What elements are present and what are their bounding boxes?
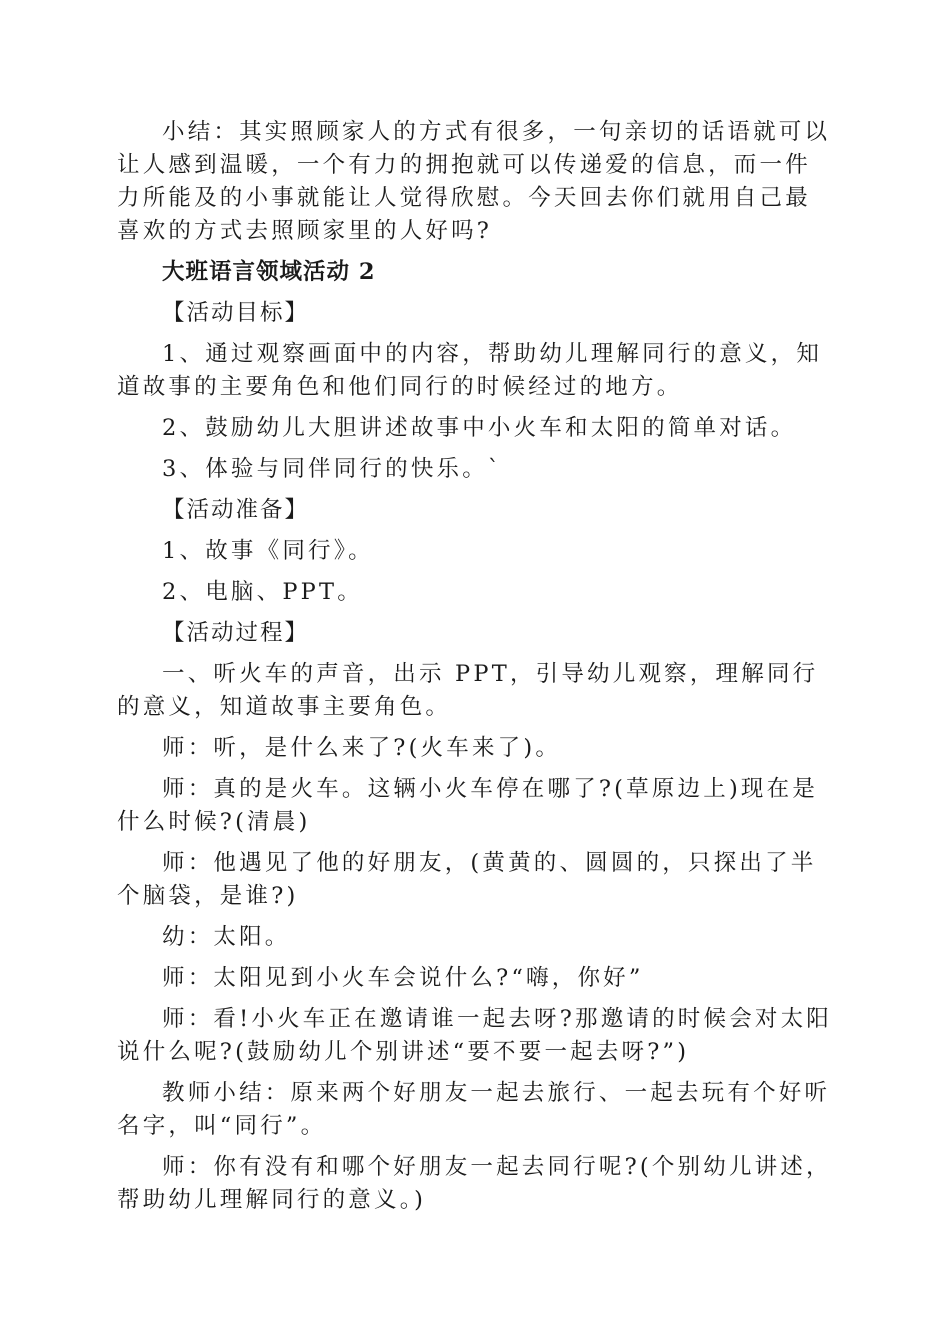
dialogue-line: 师：听，是什么来了?(火车来了)。 [162,735,562,761]
section-title: 大班语言领域活动 2 [162,259,376,285]
process-step-1: 一、听火车的声音，出示 PPT，引导幼儿观察，理解同行的意义，知道故事主要角色。 [117,661,819,720]
goal-item-3: 3、体验与同伴同行的快乐。` [162,456,503,482]
activity-goals-heading: 【活动目标】 [162,300,310,326]
dialogue-line: 师：真的是火车。这辆小火车停在哪了?(草原边上)现在是什么时候?(清晨) [117,776,819,835]
dialogue-line: 幼：太阳。 [162,924,291,950]
summary-paragraph: 小结：其实照顾家人的方式有很多，一句亲切的话语就可以让人感到温暖，一个有力的拥抱就可以传递爱的信息，而一件力所能及的小事就能让人觉得欣慰。今天回去你们就用自己最喜欢的方式去照顾家里的人好吗? [117,119,831,244]
preparation-item-2: 2、电脑、PPT。 [162,579,363,605]
dialogue-line: 师：你有没有和哪个好朋友一起去同行呢?(个别幼儿讲述，帮助幼儿理解同行的意义。) [117,1154,832,1213]
dialogue-line: 师：看!小火车正在邀请谁一起去呀?那邀请的时候会对太阳说什么呢?(鼓励幼儿个别讲述“要不要一起去呀?”) [117,1006,833,1065]
goal-item-2: 2、鼓励幼儿大胆讲述故事中小火车和太阳的简单对话。 [162,415,797,441]
dialogue-line: 师：太阳见到小火车会说什么?“嗨，你好” [162,965,644,991]
teacher-summary: 教师小结：原来两个好朋友一起去旅行、一起去玩有个好听名字，叫“同行”。 [117,1080,831,1139]
preparation-item-1: 1、故事《同行》。 [162,538,374,564]
activity-process-heading: 【活动过程】 [162,620,310,646]
document-body [117,116,832,1225]
activity-preparation-heading: 【活动准备】 [162,497,310,523]
dialogue-line: 师：他遇见了他的好朋友，(黄黄的、圆圆的，只探出了半个脑袋，是谁?) [117,850,817,909]
goal-item-1: 1、通过观察画面中的内容，帮助幼儿理解同行的意义，知道故事的主要角色和他们同行的时候经过的地方。 [117,341,823,400]
